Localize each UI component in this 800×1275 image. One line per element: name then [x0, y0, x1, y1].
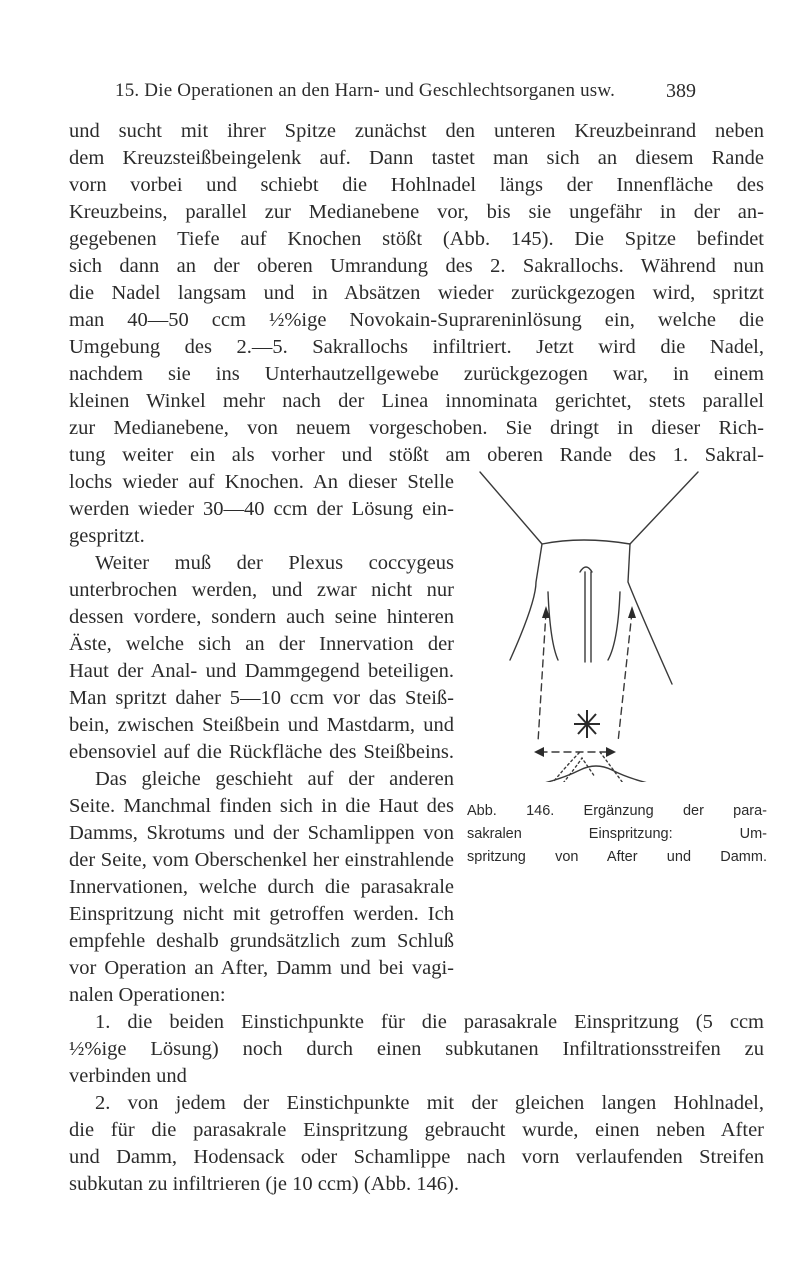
sacrum-left-edge — [548, 592, 558, 660]
body-line: 2. von jedem der Einstichpunkte mit der gleichen langen Hohlnadel, — [95, 1092, 764, 1114]
figure-caption-line: sakralen Einspritzung: Um- — [467, 826, 767, 842]
body-line: vorn vorbei und schiebt die Hohlnadel längs der Innenfläche des — [69, 174, 764, 196]
body-line: und Damm, Hodensack oder Schamlippe nach vorn verlaufenden Streifen — [69, 1146, 764, 1168]
body-line: zur Medianebene, von neuem vorgeschoben. Sie dringt in dieser Rich- — [69, 417, 764, 439]
body-line: Äste, welche sich an der Innervation der — [69, 633, 454, 655]
body-line: Umgebung des 2.—5. Sakrallochs infiltriert. Jetzt wird die Nadel, — [69, 336, 764, 358]
body-line: Weiter muß der Plexus coccygeus — [95, 552, 454, 574]
anal-dotted-area — [560, 758, 595, 782]
body-line: empfehle deshalb grundsätzlich zum Schluß — [69, 930, 454, 952]
left-injection-route — [538, 612, 546, 742]
body-line: Kreuzbeins, parallel zur Medianebene vor, bis sie ungefähr in der an- — [69, 201, 764, 223]
body-line: subkutan zu infiltrieren (je 10 ccm) (Abb. 146). — [69, 1173, 459, 1195]
body-line: Das gleiche geschieht auf der anderen — [95, 768, 454, 790]
arrow-right — [628, 606, 636, 618]
figure-146-diagram — [450, 452, 780, 782]
body-line: gegebenen Tiefe auf Knochen stößt (Abb. 145). Die Spitze befindet — [69, 228, 764, 250]
sacrum-right-edge — [608, 592, 620, 660]
body-line: man 40—50 ccm ½%ige Novokain-Suprareninlösung ein, welche die — [69, 309, 764, 331]
outline-left-upper — [480, 472, 542, 544]
body-line: Innervationen, welche durch die parasakrale — [69, 876, 454, 898]
body-line: gespritzt. — [69, 525, 145, 547]
body-line: 1. die beiden Einstichpunkte für die parasakrale Einspritzung (5 ccm — [95, 1011, 764, 1033]
body-line: unterbrochen werden, und zwar nicht nur — [69, 579, 454, 601]
body-line: die für die parasakrale Einspritzung gebraucht wurde, einen neben After — [69, 1119, 764, 1141]
body-line: nachdem sie ins Unterhautzellgewebe zurückgezogen war, in einem — [69, 363, 764, 385]
page-number: 389 — [666, 80, 696, 102]
body-line: die Nadel langsam und in Absätzen wieder zurückgezogen wird, spritzt — [69, 282, 764, 304]
body-line: sich dann an der oberen Umrandung des 2. Sakrallochs. Während nun — [69, 255, 764, 277]
running-header — [0, 0, 800, 118]
body-line: lochs wieder auf Knochen. An dieser Stelle — [69, 471, 454, 493]
outline-right-upper — [630, 472, 698, 544]
body-line: tung weiter ein als vorher und stößt am oberen Rande des 1. Sakral- — [69, 444, 764, 466]
figure-caption-line: spritzung von After und Damm. — [467, 849, 767, 865]
body-line: Einspritzung nicht mit getroffen werden. Ich — [69, 903, 454, 925]
body-line: der Seite, vom Oberschenkel her einstrahlende — [69, 849, 454, 871]
body-line: Man spritzt daher 5—10 ccm vor das Steiß- — [69, 687, 454, 709]
arrow-bottom-right — [606, 747, 616, 757]
outline-left-inner — [510, 544, 542, 660]
body-line: verbinden und — [69, 1065, 187, 1087]
body-line: werden wieder 30—40 ccm der Lösung ein- — [69, 498, 454, 520]
anus-star-icon — [574, 710, 600, 738]
body-line: ½%ige Lösung) noch durch einen subkutanen Infiltrationsstreifen zu — [69, 1038, 764, 1060]
skin-contour — [466, 766, 740, 782]
body-line: ebensoviel auf die Rückfläche des Steißbeins. — [69, 741, 454, 763]
header-title: 15. Die Operationen an den Harn- und Geschlechtsorganen usw. — [115, 80, 616, 101]
body-line: Seite. Manchmal finden sich in die Haut des — [69, 795, 454, 817]
right-injection-route — [618, 612, 632, 742]
body-line: bein, zwischen Steißbein und Mastdarm, und — [69, 714, 454, 736]
body-line: dessen vordere, sondern auch seine hinteren — [69, 606, 454, 628]
body-line: nalen Operationen: — [69, 984, 226, 1006]
body-line: Damms, Skrotums und der Schamlippen von — [69, 822, 454, 844]
arrow-bottom-left — [534, 747, 544, 757]
body-line: Haut der Anal- und Dammgegend beteiligen. — [69, 660, 454, 682]
body-line: vor Operation an After, Damm und bei vagi- — [69, 957, 454, 979]
body-line: kleinen Winkel mehr nach der Linea innominata gerichtet, stets parallel — [69, 390, 764, 412]
outline-top-curve — [542, 540, 630, 544]
sacrum-top — [580, 567, 592, 572]
body-line: dem Kreuzsteißbeingelenk auf. Dann tastet man sich an diesem Rande — [69, 147, 764, 169]
body-line: und sucht mit ihrer Spitze zunächst den unteren Kreuzbeinrand neben — [69, 120, 764, 142]
figure-caption-line: Abb. 146. Ergänzung der para- — [467, 803, 767, 819]
